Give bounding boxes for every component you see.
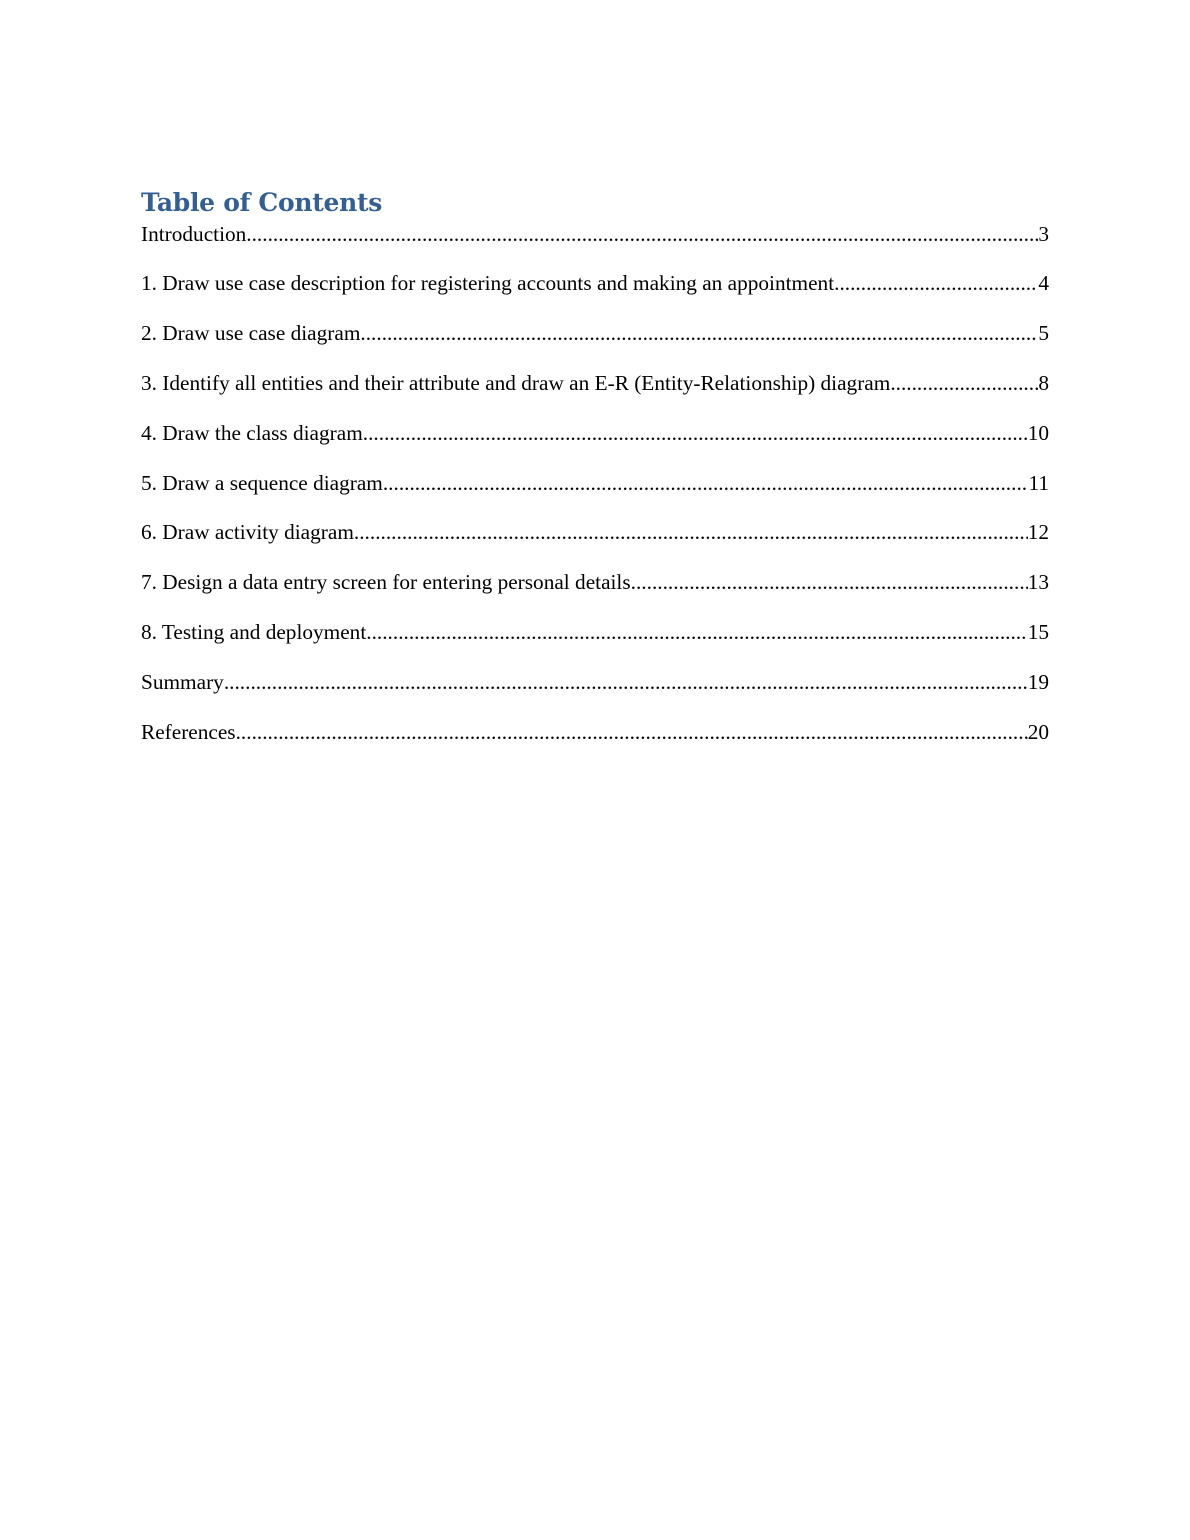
toc-entry-text: 5. Draw a sequence diagram (141, 470, 383, 495)
toc-dot-leader (236, 720, 1028, 745)
toc-dot-leader (224, 670, 1028, 695)
toc-page-number: 15 (1027, 620, 1049, 645)
toc-page-number: 8 (1038, 370, 1049, 395)
toc-page-number: 11 (1028, 470, 1049, 495)
toc-entry-text: Summary (141, 670, 224, 695)
toc-entry-text: 7. Design a data entry screen for entering personal details (141, 570, 631, 595)
toc-dot-leader (360, 321, 1038, 346)
toc-entry-text: 4. Draw the class diagram (141, 420, 363, 445)
toc-entry-activity-diagram[interactable] (141, 520, 1049, 570)
toc-entry-sequence-diagram[interactable] (141, 471, 1049, 521)
toc-entry-references[interactable] (141, 720, 1049, 770)
toc-page-number: 19 (1027, 670, 1049, 695)
toc-entry-summary[interactable] (141, 670, 1049, 720)
toc-entry-text: 8. Testing and deployment (141, 620, 367, 645)
toc-dot-leader (363, 421, 1028, 446)
toc-entry-text: 1. Draw use case description for registering accounts and making an appointment (141, 271, 835, 295)
toc-page-number: 5 (1038, 320, 1049, 345)
toc-entry-text: 3. Identify all entities and their attribute and draw an E-R (Entity-Relationship) diagram (141, 370, 891, 395)
toc-title: Table of Contents (141, 188, 383, 217)
toc-dot-leader (631, 570, 1028, 595)
toc-dot-leader (366, 620, 1027, 645)
toc-dot-leader (834, 271, 1038, 296)
toc-entry-class-diagram[interactable] (141, 421, 1049, 471)
toc-dot-leader (354, 520, 1028, 545)
toc-page-number: 12 (1027, 520, 1049, 545)
toc-dot-leader (383, 471, 1029, 496)
toc-entry-use-case-diagram[interactable] (141, 321, 1049, 371)
toc-page-number: 3 (1038, 222, 1049, 246)
toc-entry-text: 2. Draw use case diagram (141, 320, 361, 345)
toc-entry-testing-deployment[interactable] (141, 620, 1049, 670)
toc-entry-er-diagram[interactable] (141, 371, 1049, 421)
toc-page-number: 20 (1027, 720, 1049, 745)
table-of-contents (141, 186, 1049, 770)
toc-page-number: 4 (1038, 271, 1049, 295)
toc-entry-text: 6. Draw activity diagram (141, 520, 354, 545)
toc-dot-leader (246, 222, 1038, 247)
toc-page-number: 13 (1027, 570, 1049, 595)
toc-page-number: 10 (1027, 420, 1049, 445)
toc-entry-data-entry-screen[interactable] (141, 570, 1049, 620)
toc-list (141, 222, 1049, 770)
toc-entry-text: Introduction (141, 222, 247, 246)
toc-entry-text: References (141, 720, 236, 745)
toc-dot-leader (890, 371, 1038, 396)
toc-entry-use-case-description[interactable] (141, 271, 1049, 321)
toc-entry-introduction[interactable] (141, 222, 1049, 271)
